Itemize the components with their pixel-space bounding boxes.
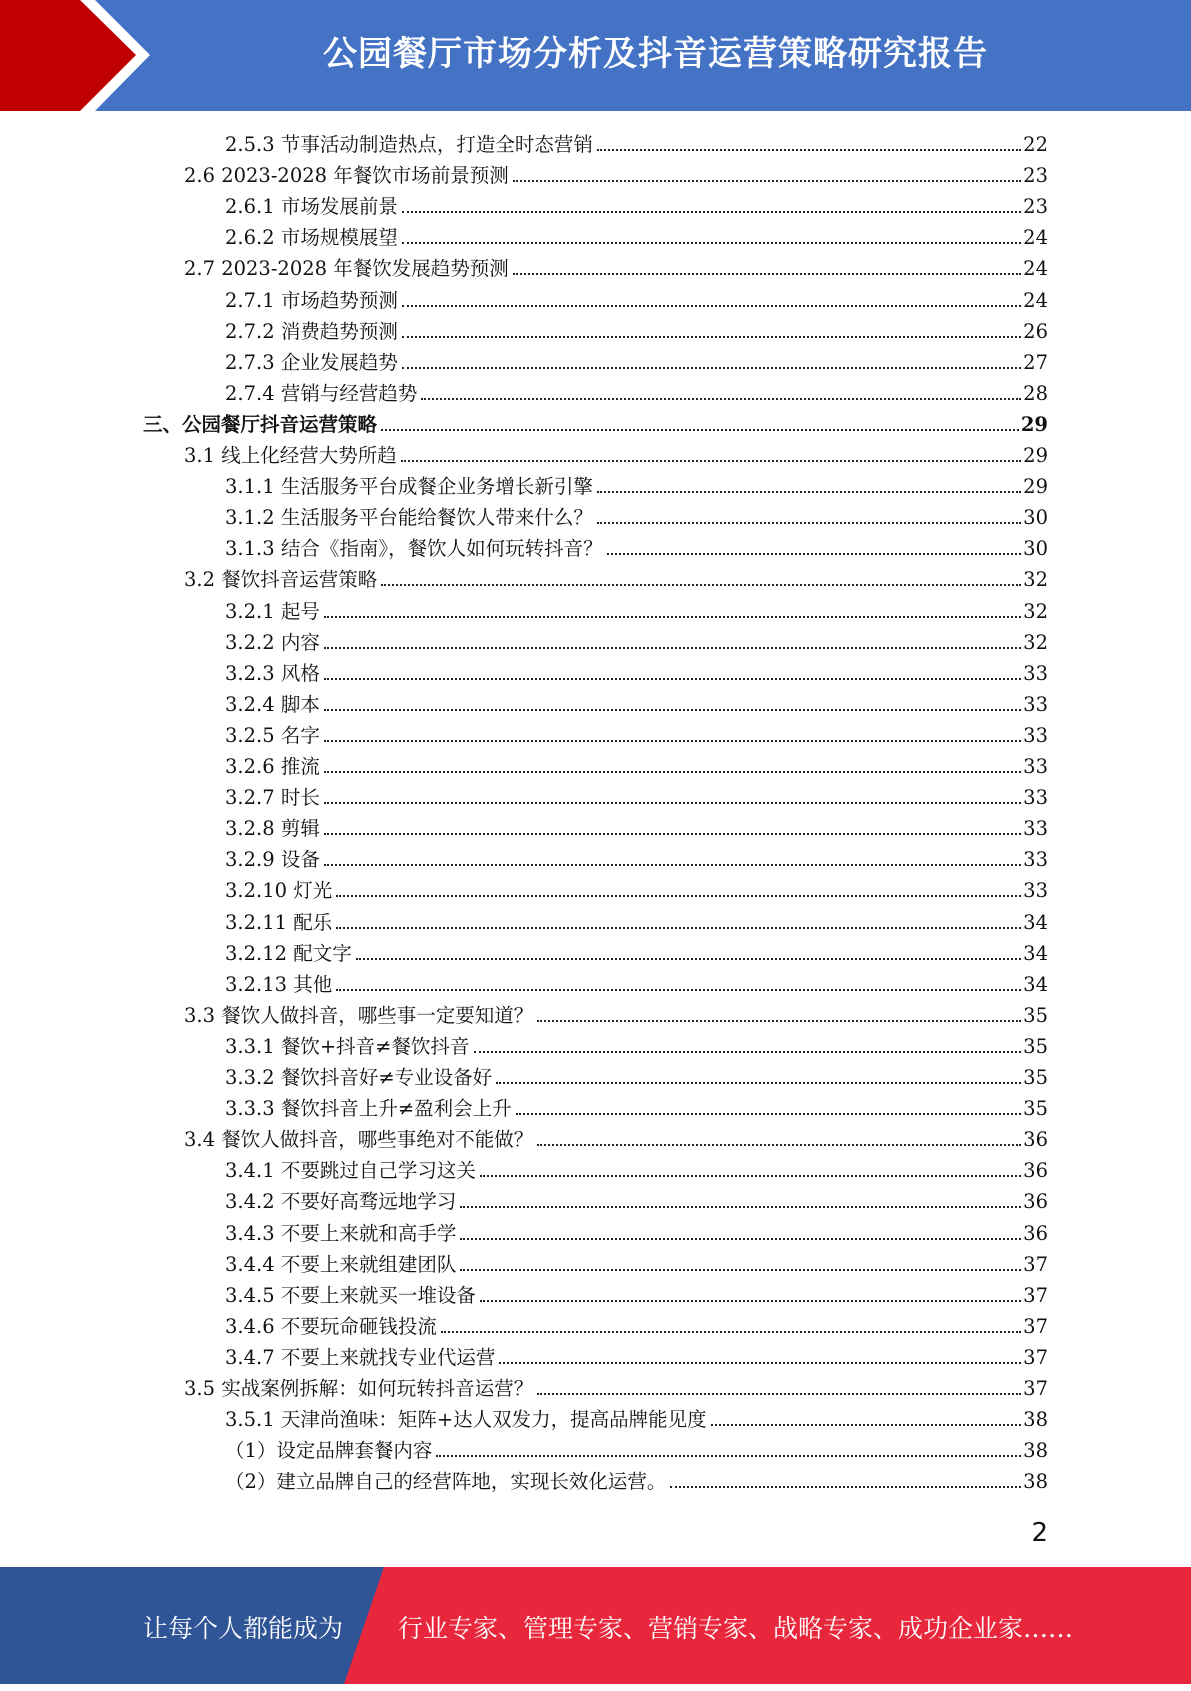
toc-entry-page: 33 bbox=[1023, 848, 1048, 871]
toc-entry-page: 23 bbox=[1023, 195, 1048, 218]
toc-entry-title: 3.4.3 不要上来就和高手学 bbox=[225, 1222, 457, 1245]
toc-dot-leader bbox=[516, 1112, 1022, 1115]
toc-entry[interactable] bbox=[225, 1090, 1048, 1121]
toc-entry[interactable] bbox=[225, 344, 1048, 375]
toc-entry[interactable] bbox=[225, 593, 1048, 624]
toc-entry-title: 3.2.2 内容 bbox=[225, 631, 320, 654]
toc-dot-leader bbox=[324, 646, 1021, 649]
toc-dot-leader bbox=[421, 397, 1021, 400]
toc-entry-page: 29 bbox=[1020, 413, 1048, 436]
toc-entry-title: 2.7 2023-2028 年餐饮发展趋势预测 bbox=[184, 257, 509, 280]
toc-entry-page: 28 bbox=[1023, 382, 1048, 405]
toc-entry-title: 2.6.2 市场规模展望 bbox=[225, 226, 398, 249]
toc-dot-leader bbox=[460, 1268, 1021, 1271]
toc-entry[interactable] bbox=[225, 188, 1048, 219]
toc-entry-page: 37 bbox=[1023, 1284, 1048, 1307]
toc-entry[interactable] bbox=[225, 904, 1048, 935]
toc-entry[interactable] bbox=[225, 1028, 1048, 1059]
page-footer bbox=[0, 1567, 1191, 1684]
toc-entry[interactable] bbox=[225, 1215, 1048, 1246]
toc-entry[interactable] bbox=[225, 1059, 1048, 1090]
toc-entry-page: 33 bbox=[1023, 755, 1048, 778]
toc-entry-page: 32 bbox=[1023, 568, 1048, 591]
toc-dot-leader bbox=[607, 552, 1022, 555]
toc-entry-title: 2.7.4 营销与经营趋势 bbox=[225, 382, 418, 405]
toc-entry-page: 33 bbox=[1023, 693, 1048, 716]
toc-dot-leader bbox=[324, 615, 1021, 618]
toc-entry-page: 26 bbox=[1023, 320, 1048, 343]
toc-dot-leader bbox=[537, 1392, 1021, 1395]
toc-dot-leader bbox=[496, 1081, 1021, 1084]
toc-entry-title: 3.2.4 脚本 bbox=[225, 693, 320, 716]
toc-dot-leader bbox=[402, 241, 1021, 244]
toc-entry-page: 35 bbox=[1023, 1066, 1048, 1089]
toc-entry-page: 23 bbox=[1023, 164, 1048, 187]
footer-slogan-left: 让每个人都能成为 bbox=[143, 1614, 344, 1643]
toc-entry-title: 3.1.1 生活服务平台成餐企业务增长新引擎 bbox=[225, 475, 593, 498]
toc-entry[interactable] bbox=[225, 841, 1048, 872]
toc-entry-title: 3.5.1 天津尚渔味：矩阵+达人双发力，提高品牌能见度 bbox=[225, 1408, 707, 1431]
toc-entry[interactable] bbox=[225, 1463, 1048, 1494]
toc-dot-leader bbox=[597, 490, 1021, 493]
toc-dot-leader bbox=[324, 832, 1021, 835]
toc-dot-leader bbox=[336, 894, 1021, 897]
toc-entry-title: 3.4.7 不要上来就找专业代运营 bbox=[225, 1346, 496, 1369]
toc-dot-leader bbox=[381, 428, 1019, 431]
toc-dot-leader bbox=[324, 739, 1021, 742]
toc-entry-page: 36 bbox=[1023, 1159, 1048, 1182]
toc-entry-title: 3.3.3 餐饮抖音上升≠盈利会上升 bbox=[225, 1097, 512, 1120]
toc-dot-leader bbox=[597, 521, 1021, 524]
toc-entry[interactable] bbox=[225, 219, 1048, 250]
toc-entry-title: 3.3.2 餐饮抖音好≠专业设备好 bbox=[225, 1066, 493, 1089]
toc-dot-leader bbox=[324, 770, 1021, 773]
toc-entry[interactable] bbox=[225, 1432, 1048, 1463]
toc-entry-page: 33 bbox=[1023, 817, 1048, 840]
toc-dot-leader bbox=[402, 335, 1021, 338]
toc-dot-leader bbox=[537, 1019, 1021, 1022]
toc-dot-leader bbox=[324, 863, 1021, 866]
toc-dot-leader bbox=[513, 272, 1021, 275]
toc-entry-title: 3.3.1 餐饮+抖音≠餐饮抖音 bbox=[225, 1035, 470, 1058]
toc-entry-title: 3.2.1 起号 bbox=[225, 600, 320, 623]
toc-dot-leader bbox=[670, 1485, 1021, 1488]
toc-dot-leader bbox=[460, 1237, 1021, 1240]
toc-dot-leader bbox=[441, 1330, 1021, 1333]
toc-entry[interactable] bbox=[225, 313, 1048, 344]
toc-entry-page: 33 bbox=[1023, 786, 1048, 809]
toc-entry-title: 3.5 实战案例拆解：如何玩转抖音运营？ bbox=[184, 1377, 534, 1400]
toc-entry-title: 3.4.4 不要上来就组建团队 bbox=[225, 1253, 457, 1276]
toc-entry-title: 3.4.2 不要好高骛远地学习 bbox=[225, 1190, 457, 1213]
toc-dot-leader bbox=[324, 677, 1021, 680]
toc-entry-page: 30 bbox=[1023, 506, 1048, 529]
toc-dot-leader bbox=[474, 1050, 1022, 1053]
toc-entry[interactable] bbox=[225, 872, 1048, 903]
toc-entry[interactable] bbox=[225, 1401, 1048, 1432]
toc-entry-page: 35 bbox=[1023, 1097, 1048, 1120]
toc-dot-leader bbox=[324, 708, 1021, 711]
toc-entry-title: 2.7.3 企业发展趋势 bbox=[225, 351, 398, 374]
toc-entry[interactable] bbox=[225, 779, 1048, 810]
toc-entry-page: 34 bbox=[1023, 942, 1048, 965]
toc-dot-leader bbox=[336, 926, 1021, 929]
toc-entry[interactable] bbox=[184, 1370, 1048, 1401]
toc-entry[interactable] bbox=[184, 437, 1048, 468]
toc-dot-leader bbox=[460, 1205, 1021, 1208]
toc-entry[interactable] bbox=[184, 561, 1048, 592]
footer-slogan-right: 行业专家、管理专家、营销专家、战略专家、成功企业家…… bbox=[398, 1614, 1074, 1643]
toc-entry[interactable] bbox=[184, 997, 1048, 1028]
toc-entry[interactable] bbox=[225, 1152, 1048, 1183]
toc-entry-title: 3.2.11 配乐 bbox=[225, 911, 333, 934]
toc-entry-page: 29 bbox=[1023, 475, 1048, 498]
toc-entry[interactable] bbox=[225, 810, 1048, 841]
toc-entry[interactable] bbox=[225, 1246, 1048, 1277]
toc-entry-page: 24 bbox=[1023, 257, 1048, 280]
toc-entry-title: 3.4.1 不要跳过自己学习这关 bbox=[225, 1159, 476, 1182]
toc-entry-page: 37 bbox=[1023, 1315, 1048, 1338]
report-title: 公园餐厅市场分析及抖音运营策略研究报告 bbox=[323, 34, 988, 74]
toc-entry[interactable] bbox=[184, 250, 1048, 281]
toc-entry[interactable] bbox=[225, 126, 1048, 157]
toc-dot-leader bbox=[402, 366, 1021, 369]
toc-entry-page: 24 bbox=[1023, 226, 1048, 249]
toc-entry-page: 33 bbox=[1023, 662, 1048, 685]
toc-entry-page: 36 bbox=[1023, 1128, 1048, 1151]
toc-entry-page: 37 bbox=[1023, 1346, 1048, 1369]
toc-entry-page: 34 bbox=[1023, 911, 1048, 934]
toc-entry[interactable] bbox=[225, 655, 1048, 686]
toc-entry-title: 3.1.3 结合《指南》，餐饮人如何玩转抖音？ bbox=[225, 537, 603, 560]
toc-dot-leader bbox=[436, 1454, 1021, 1457]
toc-entry-title: 3.4 餐饮人做抖音，哪些事绝对不能做？ bbox=[184, 1128, 534, 1151]
toc-entry[interactable] bbox=[225, 530, 1048, 561]
toc-entry-title: （1）设定品牌套餐内容 bbox=[225, 1439, 433, 1462]
toc-entry[interactable] bbox=[225, 1183, 1048, 1214]
toc-entry-title: 2.6.1 市场发展前景 bbox=[225, 195, 398, 218]
toc-entry[interactable] bbox=[225, 282, 1048, 313]
toc-entry-page: 33 bbox=[1023, 724, 1048, 747]
toc-dot-leader bbox=[711, 1423, 1022, 1426]
toc-entry[interactable] bbox=[225, 935, 1048, 966]
toc-entry-title: 3.2.6 推流 bbox=[225, 755, 320, 778]
toc-entry-page: 36 bbox=[1023, 1222, 1048, 1245]
toc-entry-title: 2.5.3 节事活动制造热点，打造全时态营销 bbox=[225, 133, 593, 156]
toc-entry-page: 34 bbox=[1023, 973, 1048, 996]
toc-entry-page: 32 bbox=[1023, 600, 1048, 623]
toc-dot-leader bbox=[336, 988, 1021, 991]
toc-entry-title: 3.2.3 风格 bbox=[225, 662, 320, 685]
toc-entry[interactable] bbox=[225, 717, 1048, 748]
toc-entry-title: 3.4.6 不要玩命砸钱投流 bbox=[225, 1315, 437, 1338]
toc-entry-title: 3.2 餐饮抖音运营策略 bbox=[184, 568, 378, 591]
toc-dot-leader bbox=[401, 459, 1021, 462]
toc-entry[interactable] bbox=[225, 1339, 1048, 1370]
toc-entry[interactable] bbox=[225, 1308, 1048, 1339]
toc-entry[interactable] bbox=[225, 1277, 1048, 1308]
page-number: 2 bbox=[1031, 1518, 1048, 1548]
toc-entry-title: 三、公园餐厅抖音运营策略 bbox=[143, 413, 378, 436]
toc-dot-leader bbox=[480, 1174, 1021, 1177]
toc-entry-page: 32 bbox=[1023, 631, 1048, 654]
toc-entry-page: 35 bbox=[1023, 1004, 1048, 1027]
toc-entry-title: 2.6 2023-2028 年餐饮市场前景预测 bbox=[184, 164, 509, 187]
toc-entry-title: 3.2.10 灯光 bbox=[225, 879, 333, 902]
toc-entry[interactable] bbox=[225, 748, 1048, 779]
toc-dot-leader bbox=[537, 1143, 1021, 1146]
toc-entry-page: 27 bbox=[1023, 351, 1048, 374]
toc-entry-title: （2）建立品牌自己的经营阵地，实现长效化运营。 bbox=[225, 1470, 667, 1493]
toc-entry-page: 30 bbox=[1023, 537, 1048, 560]
toc-entry-page: 35 bbox=[1023, 1035, 1048, 1058]
toc-entry[interactable] bbox=[225, 686, 1048, 717]
toc-entry-page: 37 bbox=[1023, 1253, 1048, 1276]
toc-dot-leader bbox=[597, 148, 1021, 151]
toc-entry-page: 38 bbox=[1023, 1439, 1048, 1462]
toc-entry-title: 3.2.9 设备 bbox=[225, 848, 320, 871]
toc-dot-leader bbox=[499, 1361, 1021, 1364]
toc-entry-title: 3.2.7 时长 bbox=[225, 786, 320, 809]
toc-entry[interactable] bbox=[143, 406, 1048, 437]
toc-entry-page: 24 bbox=[1023, 289, 1048, 312]
toc-entry-page: 33 bbox=[1023, 879, 1048, 902]
toc-entry[interactable] bbox=[184, 1121, 1048, 1152]
toc-dot-leader bbox=[480, 1299, 1021, 1302]
toc-entry[interactable] bbox=[184, 157, 1048, 188]
toc-dot-leader bbox=[513, 179, 1021, 182]
toc-entry[interactable] bbox=[225, 499, 1048, 530]
toc-entry-title: 3.1 线上化经营大势所趋 bbox=[184, 444, 397, 467]
page-header bbox=[0, 0, 1191, 111]
toc-entry-title: 3.4.5 不要上来就买一堆设备 bbox=[225, 1284, 476, 1307]
toc-entry-page: 36 bbox=[1023, 1190, 1048, 1213]
toc-dot-leader bbox=[381, 583, 1021, 586]
toc-entry-title: 3.2.12 配文字 bbox=[225, 942, 352, 965]
toc-entry-title: 3.2.13 其他 bbox=[225, 973, 333, 996]
toc-entry-title: 3.3 餐饮人做抖音，哪些事一定要知道？ bbox=[184, 1004, 534, 1027]
toc-entry-page: 38 bbox=[1023, 1408, 1048, 1431]
toc-dot-leader bbox=[356, 957, 1021, 960]
toc-entry-title: 2.7.1 市场趋势预测 bbox=[225, 289, 398, 312]
toc-entry-page: 37 bbox=[1023, 1377, 1048, 1400]
toc-entry-page: 38 bbox=[1023, 1470, 1048, 1493]
toc-entry-title: 3.1.2 生活服务平台能给餐饮人带来什么？ bbox=[225, 506, 593, 529]
toc-entry[interactable] bbox=[225, 375, 1048, 406]
toc-entry-title: 3.2.8 剪辑 bbox=[225, 817, 320, 840]
toc-dot-leader bbox=[402, 304, 1021, 307]
toc-entry-title: 2.7.2 消费趋势预测 bbox=[225, 320, 398, 343]
toc-dot-leader bbox=[324, 801, 1021, 804]
toc-entry[interactable] bbox=[225, 468, 1048, 499]
toc-entry-page: 29 bbox=[1023, 444, 1048, 467]
toc-entry-page: 22 bbox=[1023, 133, 1048, 156]
toc-dot-leader bbox=[402, 210, 1021, 213]
toc-entry-title: 3.2.5 名字 bbox=[225, 724, 320, 747]
toc-entry[interactable] bbox=[225, 624, 1048, 655]
toc-entry[interactable] bbox=[225, 966, 1048, 997]
